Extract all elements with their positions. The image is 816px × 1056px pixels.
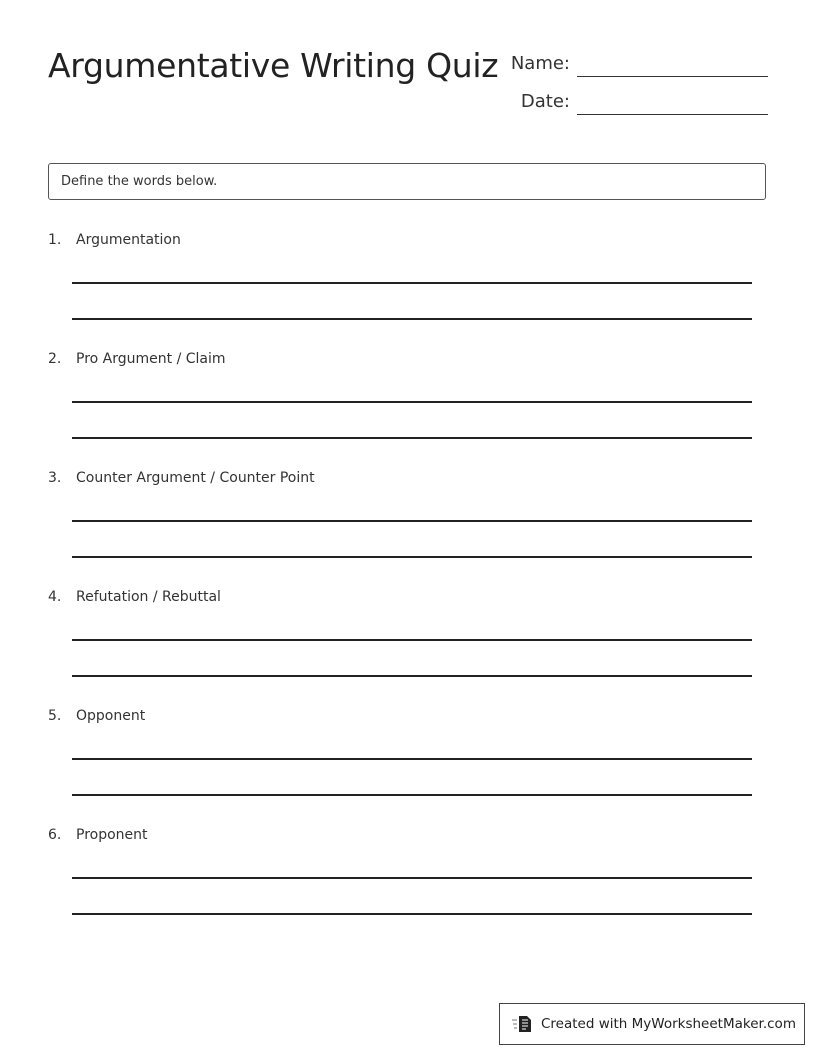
- answer-line[interactable]: [72, 877, 752, 879]
- date-field-line[interactable]: [577, 114, 768, 115]
- answer-line[interactable]: [72, 437, 752, 439]
- question-text: Proponent: [76, 827, 148, 843]
- answer-line[interactable]: [72, 675, 752, 677]
- answer-line[interactable]: [72, 556, 752, 558]
- answer-line[interactable]: [72, 794, 752, 796]
- worksheet-logo-icon: [512, 1015, 534, 1033]
- answer-line[interactable]: [72, 401, 752, 403]
- question-number: 6.: [48, 827, 62, 843]
- footer-badge[interactable]: [499, 1003, 805, 1045]
- answer-line[interactable]: [72, 520, 752, 522]
- question-text: Counter Argument / Counter Point: [76, 470, 315, 486]
- question-number: 4.: [48, 589, 62, 605]
- question-text: Opponent: [76, 708, 146, 724]
- name-field-line[interactable]: [577, 76, 768, 77]
- question-text: Pro Argument / Claim: [76, 351, 226, 367]
- page-title: Argumentative Writing Quiz: [48, 46, 499, 85]
- question-text: Refutation / Rebuttal: [76, 589, 221, 605]
- answer-line[interactable]: [72, 913, 752, 915]
- question-number: 3.: [48, 470, 62, 486]
- question-text: Argumentation: [76, 232, 181, 248]
- question-number: 1.: [48, 232, 62, 248]
- answer-line[interactable]: [72, 318, 752, 320]
- name-label: Name:: [510, 53, 570, 74]
- instructions-text: Define the words below.: [61, 174, 218, 189]
- question-number: 2.: [48, 351, 62, 367]
- answer-line[interactable]: [72, 282, 752, 284]
- answer-line[interactable]: [72, 758, 752, 760]
- instructions-box: [48, 163, 766, 200]
- date-label: Date:: [520, 91, 570, 112]
- answer-line[interactable]: [72, 639, 752, 641]
- question-number: 5.: [48, 708, 62, 724]
- footer-text: Created with MyWorksheetMaker.com: [541, 1016, 796, 1032]
